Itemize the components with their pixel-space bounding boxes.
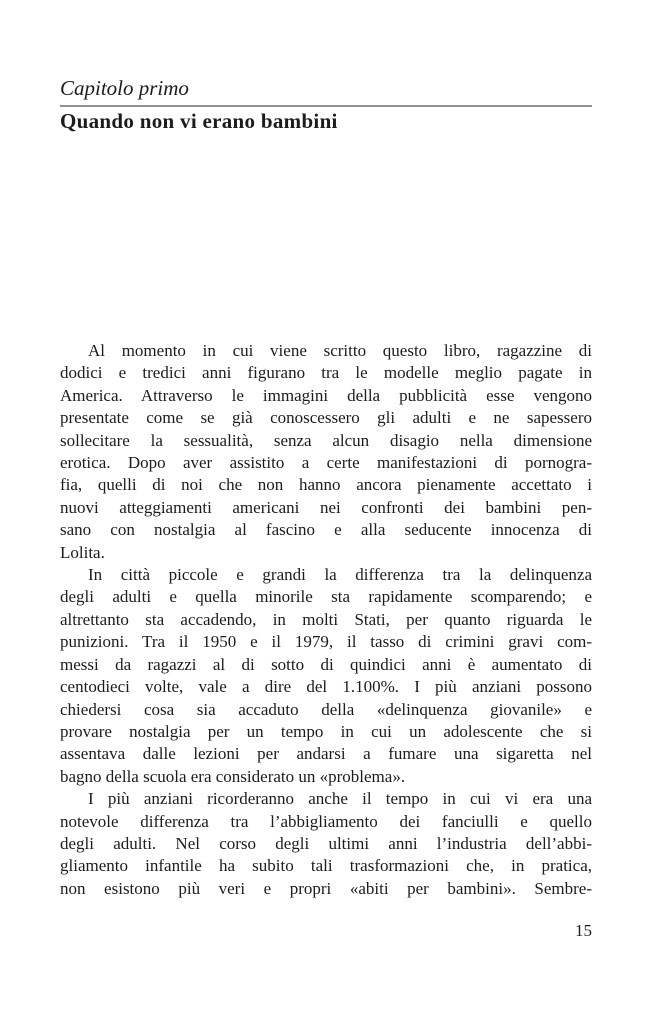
chapter-title: Quando non vi erano bambini	[60, 109, 338, 133]
text-line: centodieci volte, vale a dire del 1.100%. I più anziani possono	[60, 677, 592, 697]
header-rule	[60, 105, 592, 107]
body-text	[60, 340, 592, 900]
text-line: bagno della scuola era considerato un «problema».	[60, 766, 406, 786]
text-line: altrettanto sta accadendo, in molti Stati, per quanto riguarda le	[60, 609, 592, 629]
chapter-header	[60, 76, 592, 134]
text-line: sano con nostalgia al fascino e alla seducente innocenza di	[60, 520, 592, 540]
chapter-label: Capitolo primo	[60, 76, 189, 100]
text-line: Al momento in cui viene scritto questo libro, ragazzine di	[88, 341, 592, 360]
text-line: nuovi atteggiamenti americani nei confronti dei bambini pen-	[60, 497, 592, 517]
text-line: degli adulti. Nel corso degli ultimi anni l’industria dell’abbi-	[60, 833, 592, 853]
text-line: presentate come se già conoscessero gli adulti e ne sapessero	[60, 408, 592, 428]
page-number: 15	[575, 921, 592, 940]
text-line: I più anziani ricorderanno anche il tempo in cui vi era una	[88, 789, 592, 809]
text-line: non esistono più veri e propri «abiti per bambini». Sembre-	[60, 878, 592, 898]
text-line: punizioni. Tra il 1950 e il 1979, il tasso di crimini gravi com-	[60, 632, 592, 652]
text-line: Lolita.	[60, 542, 105, 562]
text-line: fia, quelli di noi che non hanno ancora pienamente accettato i	[60, 475, 592, 495]
text-line: In città piccole e grandi la differenza tra la delinquenza	[88, 565, 592, 585]
text-line: degli adulti e quella minorile sta rapidamente scomparendo; e	[60, 587, 592, 607]
text-line: dodici e tredici anni figurano tra le modelle meglio pagate in	[60, 363, 592, 383]
text-line: notevole differenza tra l’abbigliamento dei fanciulli e quello	[60, 811, 592, 831]
text-line: erotica. Dopo aver assistito a certe manifestazioni di pornogra-	[60, 453, 592, 473]
text-line: chiedersi cosa sia accaduto della «delinquenza giovanile» e	[60, 699, 592, 719]
text-line: gliamento infantile ha subito tali trasformazioni che, in pratica,	[60, 856, 592, 876]
text-line: America. Attraverso le immagini della pubblicità esse vengono	[60, 385, 592, 405]
text-line: messi da ragazzi al di sotto di quindici anni è aumentato di	[60, 654, 592, 674]
text-line: sollecitare la sessualità, senza alcun disagio nella dimensione	[60, 430, 592, 450]
text-line: assentava dalle lezioni per andarsi a fumare una sigaretta nel	[60, 744, 592, 764]
text-line: provare nostalgia per un tempo in cui un adolescente che si	[60, 721, 592, 741]
